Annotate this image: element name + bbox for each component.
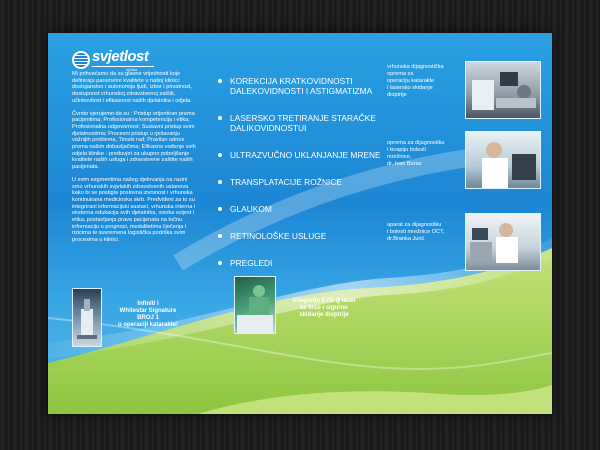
service-item: KOREKCIJA KRATKOVIDNOSTI DALEKOVIDNOSTI I ASTIGMATIZMA: [218, 76, 388, 103]
brochure-page: [48, 33, 552, 414]
right-caption-3: aparat za dijagnostiku i bolesti mrežnice OCT, dr.Branka Jurić: [387, 222, 445, 242]
service-item: RETINOLOŠKE USLUGE: [218, 231, 388, 241]
laser-surgery-photo: [234, 276, 276, 334]
intro-paragraph-2: Čvrsto vjerujemo da su : Pristup orijentiran prema pacijentima; Profesionalna kompetencija i etika; Profesionalna odgovornost; Sustavni pristup svim djelatnostima; Procesni pristup u rješavanju važnijih problema, Timski rad; Pravilan odnos prema našim dobavljačima; Efikasno vođenje svih odjela klinike - preduvjet za ukupno poboljšanje kvalitete naših usluga i zdravstvene zaštite naših pacijenata.: [72, 110, 196, 171]
right-caption-1: vrhunska dijagnostička oprema za operaciju katarakte i lasersko skidanje dioptrije: [387, 64, 444, 98]
logo-underline: [92, 66, 154, 67]
oct-device-photo: [465, 213, 541, 271]
bottom-center-caption: Allegretto EYE Q laser za brzo i sigurno skidanje dioptrije: [292, 298, 356, 318]
intro-text-column: [72, 71, 198, 250]
intro-paragraph-3: U svim segmentima našeg djelovanja na razini smo vrhunskih svjetskih zdravstvenih ustanova kako bi se postigla poslovna izvrsnost i vrhunska kontinuirana medicinska skrb. Predviđeni za to su integrirani informacijski sustavi, vrhunska interna i eksterna edukacija svih djelatnika, visoka svijest i etika, postavljanja prava pacijenata na točnu informaciju o prognozi, modalitetima liječenja i rizicima te suvremena logistička podrška svim procesima u klinici.: [72, 176, 196, 244]
logo-wordmark: svjetlost: [92, 48, 149, 65]
right-caption-2: oprema za dijagnostiku i terapiju bolesti mrežnice, dr. Ivan Boras: [387, 140, 445, 167]
doctor-photo: [465, 131, 541, 189]
globe-icon: [72, 51, 90, 69]
service-item: LASERSKO TRETIRANJE STARAČKE DALIKOVIDNOSTUI: [218, 113, 388, 140]
logo-subtitle: klinika: [126, 67, 138, 72]
diagnostic-equipment-photo-1: [465, 61, 541, 119]
service-item: ULTRAZVUČNO UKLANJANJE MRENE: [218, 150, 388, 160]
services-list: [218, 76, 388, 268]
surgical-equipment-photo: [72, 288, 102, 347]
bottom-left-caption: Infiniti i Whitestar Signature BROJ 1 u operacijI katarakte!: [117, 301, 179, 328]
service-item: TRANSPLATACIJE ROŽNICE: [218, 177, 388, 187]
service-item: PREGLEDI: [218, 258, 388, 268]
intro-paragraph-1: Mi prihvaćamo da su glavne vrijednosti koje definiraju parametre kvalitete u našoj klinici: dostojanstvo i autonomija ljudi, izbor i privatnost, dostupnost vrhunskoj zdravstvenoj zaštiti, učinkovitost i efikasnost naših djelatnika i odjela.: [72, 71, 193, 104]
service-item: GLAUKOM: [218, 204, 388, 214]
